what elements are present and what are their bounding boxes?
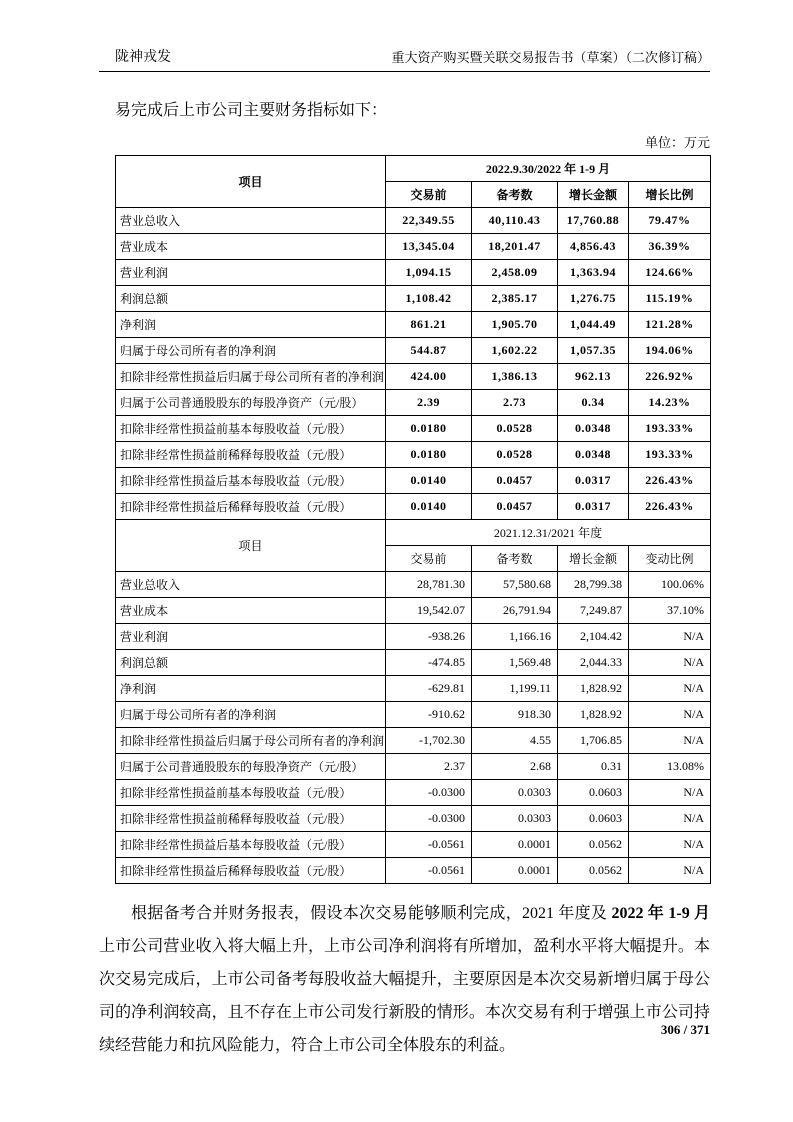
table-row xyxy=(116,442,711,468)
row-value: 7,249.87 xyxy=(558,598,629,624)
item-column-header: 项目 xyxy=(116,520,386,572)
row-value: 0.34 xyxy=(558,390,629,416)
row-value: 0.31 xyxy=(558,754,629,780)
row-label: 营业利润 xyxy=(116,260,386,286)
row-value: 1,905.70 xyxy=(472,312,558,338)
col-header-pro-forma: 备考数 xyxy=(472,546,558,572)
table-row xyxy=(116,754,711,780)
row-value: 22,349.55 xyxy=(386,208,472,234)
row-value: 0.0457 xyxy=(472,494,558,520)
table-row xyxy=(116,312,711,338)
analysis-paragraph xyxy=(99,897,710,1062)
table2-body xyxy=(116,572,711,884)
period-header-2022: 2022.9.30/2022 年 1-9 月 xyxy=(386,156,711,182)
row-value: -0.0300 xyxy=(386,806,472,832)
row-value: 13,345.04 xyxy=(386,234,472,260)
row-value: 2,385.17 xyxy=(472,286,558,312)
row-value: 0.0303 xyxy=(472,780,558,806)
row-value: 0.0317 xyxy=(558,468,629,494)
financial-comparison-table xyxy=(115,155,711,884)
table-row xyxy=(116,286,711,312)
row-value: 18,201.47 xyxy=(472,234,558,260)
table-row xyxy=(116,208,711,234)
row-label: 扣除非经常性损益后归属于母公司所有者的净利润 xyxy=(116,364,386,390)
row-value: 115.19% xyxy=(629,286,711,312)
table-row xyxy=(116,572,711,598)
row-value: -0.0561 xyxy=(386,858,472,884)
row-value: 124.66% xyxy=(629,260,711,286)
row-label: 归属于公司普通股股东的每股净资产（元/股） xyxy=(116,390,386,416)
company-name: 陇神戎发 xyxy=(115,50,171,65)
table-row xyxy=(116,156,711,182)
row-value: 0.0001 xyxy=(472,858,558,884)
row-value: 1,166.16 xyxy=(472,624,558,650)
row-label: 扣除非经常性损益后稀释每股收益（元/股） xyxy=(116,858,386,884)
row-label: 扣除非经常性损益前稀释每股收益（元/股） xyxy=(116,806,386,832)
row-value: N/A xyxy=(629,780,711,806)
row-label: 扣除非经常性损益前基本每股收益（元/股） xyxy=(116,780,386,806)
table-row xyxy=(116,676,711,702)
row-label: 营业利润 xyxy=(116,624,386,650)
row-label: 净利润 xyxy=(116,676,386,702)
row-value: 36.39% xyxy=(629,234,711,260)
row-label: 扣除非经常性损益后基本每股收益（元/股） xyxy=(116,832,386,858)
row-value: 40,110.43 xyxy=(472,208,558,234)
row-value: 0.0140 xyxy=(386,468,472,494)
report-title: 重大资产购买暨关联交易报告书（草案）（二次修订稿） xyxy=(391,50,710,65)
col-header-growth-amount: 增长金额 xyxy=(558,546,629,572)
row-value: -910.62 xyxy=(386,702,472,728)
row-label: 营业成本 xyxy=(116,234,386,260)
table-row xyxy=(116,234,711,260)
paragraph-text-end: 上市公司营业收入将大幅上升，上市公司净利润将有所增加，盈利水平将大幅提升。本次交易完成后，上市公司备考每股收益大幅提升，主要原因是本次交易新增归属于母公司的净利润较高，且不存在上市公司发行新股的情形。本次交易有利于增强上市公司持续经营能力和抗风险能力，符合上市公司全体股东的利益。 xyxy=(99,938,710,1054)
table-row xyxy=(116,520,711,546)
row-value: 2,044.33 xyxy=(558,650,629,676)
col-header-pro-forma: 备考数 xyxy=(472,182,558,208)
col-header-pre-transaction: 交易前 xyxy=(386,546,472,572)
row-label: 营业成本 xyxy=(116,598,386,624)
row-value: 861.21 xyxy=(386,312,472,338)
table-row xyxy=(116,832,711,858)
row-value: 17,760.88 xyxy=(558,208,629,234)
row-value: N/A xyxy=(629,806,711,832)
unit-label: 单位：万元 xyxy=(644,135,710,150)
row-value: 121.28% xyxy=(629,312,711,338)
row-value: N/A xyxy=(629,858,711,884)
table1-header xyxy=(116,156,711,208)
row-value: -474.85 xyxy=(386,650,472,676)
table1-body xyxy=(116,208,711,520)
row-value: 1,276.75 xyxy=(558,286,629,312)
row-value: 544.87 xyxy=(386,338,472,364)
row-value: 1,828.92 xyxy=(558,676,629,702)
row-value: 0.0348 xyxy=(558,442,629,468)
row-value: 2.73 xyxy=(472,390,558,416)
row-value: 2.68 xyxy=(472,754,558,780)
row-value: 2.39 xyxy=(386,390,472,416)
row-value: 0.0457 xyxy=(472,468,558,494)
row-value: 79.47% xyxy=(629,208,711,234)
row-value: 1,094.15 xyxy=(386,260,472,286)
row-label: 扣除非经常性损益前稀释每股收益（元/股） xyxy=(116,442,386,468)
row-value: 2,458.09 xyxy=(472,260,558,286)
row-value: 14.23% xyxy=(629,390,711,416)
row-value: 193.33% xyxy=(629,416,711,442)
table-row xyxy=(116,338,711,364)
row-value: 0.0001 xyxy=(472,832,558,858)
row-value: 193.33% xyxy=(629,442,711,468)
col-header-pre-transaction: 交易前 xyxy=(386,182,472,208)
row-value: 4.55 xyxy=(472,728,558,754)
row-label: 利润总额 xyxy=(116,650,386,676)
row-value: 37.10% xyxy=(629,598,711,624)
row-label: 净利润 xyxy=(116,312,386,338)
table-row xyxy=(116,598,711,624)
row-label: 归属于公司普通股股东的每股净资产（元/股） xyxy=(116,754,386,780)
intro-text: 易完成后上市公司主要财务指标如下： xyxy=(115,102,388,119)
row-value: 13.08% xyxy=(629,754,711,780)
page-header xyxy=(99,46,710,72)
row-value: 0.0603 xyxy=(558,780,629,806)
row-value: 0.0562 xyxy=(558,832,629,858)
row-label: 归属于母公司所有者的净利润 xyxy=(116,338,386,364)
row-value: 424.00 xyxy=(386,364,472,390)
row-value: 226.92% xyxy=(629,364,711,390)
row-value: 0.0180 xyxy=(386,416,472,442)
row-value: 28,781.30 xyxy=(386,572,472,598)
table-row xyxy=(116,728,711,754)
row-value: 1,602.22 xyxy=(472,338,558,364)
row-value: -0.0300 xyxy=(386,780,472,806)
table-row xyxy=(116,364,711,390)
row-value: 1,199.11 xyxy=(472,676,558,702)
row-value: -1,702.30 xyxy=(386,728,472,754)
row-value: N/A xyxy=(629,624,711,650)
row-label: 营业总收入 xyxy=(116,208,386,234)
row-value: N/A xyxy=(629,676,711,702)
col-header-growth-amount: 增长金额 xyxy=(558,182,629,208)
row-value: 28,799.38 xyxy=(558,572,629,598)
row-value: 26,791.94 xyxy=(472,598,558,624)
row-value: 1,828.92 xyxy=(558,702,629,728)
row-value: 1,057.35 xyxy=(558,338,629,364)
row-label: 扣除非经常性损益后基本每股收益（元/股） xyxy=(116,468,386,494)
table-row xyxy=(116,494,711,520)
row-value: 962.13 xyxy=(558,364,629,390)
row-value: N/A xyxy=(629,832,711,858)
table-row xyxy=(116,416,711,442)
col-header-growth-ratio: 增长比例 xyxy=(629,182,711,208)
row-value: -0.0561 xyxy=(386,832,472,858)
row-value: 226.43% xyxy=(629,468,711,494)
row-value: 226.43% xyxy=(629,494,711,520)
table-row xyxy=(116,390,711,416)
row-value: 194.06% xyxy=(629,338,711,364)
table-row xyxy=(116,468,711,494)
row-value: 0.0140 xyxy=(386,494,472,520)
row-value: 0.0348 xyxy=(558,416,629,442)
row-value: 0.0303 xyxy=(472,806,558,832)
row-value: 19,542.07 xyxy=(386,598,472,624)
row-label: 营业总收入 xyxy=(116,572,386,598)
row-value: 1,363.94 xyxy=(558,260,629,286)
row-value: 1,108.42 xyxy=(386,286,472,312)
row-value: 1,044.49 xyxy=(558,312,629,338)
row-value: 0.0603 xyxy=(558,806,629,832)
row-value: 1,569.48 xyxy=(472,650,558,676)
row-value: 0.0317 xyxy=(558,494,629,520)
table2-header xyxy=(116,520,711,572)
row-value: 1,386.13 xyxy=(472,364,558,390)
row-label: 利润总额 xyxy=(116,286,386,312)
row-value: 0.0562 xyxy=(558,858,629,884)
row-value: 2.37 xyxy=(386,754,472,780)
paragraph-text-start: 根据备考合并财务报表，假设本次交易能够顺利完成，2021 年度及 xyxy=(131,905,612,922)
row-value: 100.06% xyxy=(629,572,711,598)
paragraph-bold-period: 2022 年 1-9 月 xyxy=(611,905,710,922)
row-value: 1,706.85 xyxy=(558,728,629,754)
row-label: 扣除非经常性损益后归属于母公司所有者的净利润 xyxy=(116,728,386,754)
period-header-2021: 2021.12.31/2021 年度 xyxy=(386,520,711,546)
item-column-header: 项目 xyxy=(116,156,386,208)
row-label: 扣除非经常性损益前基本每股收益（元/股） xyxy=(116,416,386,442)
table-row xyxy=(116,702,711,728)
col-header-change-ratio: 变动比例 xyxy=(629,546,711,572)
row-value: N/A xyxy=(629,702,711,728)
row-value: 0.0528 xyxy=(472,416,558,442)
row-label: 归属于母公司所有者的净利润 xyxy=(116,702,386,728)
row-value: 4,856.43 xyxy=(558,234,629,260)
table-row xyxy=(116,806,711,832)
row-value: -629.81 xyxy=(386,676,472,702)
row-value: 918.30 xyxy=(472,702,558,728)
row-value: 0.0528 xyxy=(472,442,558,468)
table-row xyxy=(116,650,711,676)
row-value: N/A xyxy=(629,650,711,676)
table-row xyxy=(116,780,711,806)
row-value: -938.26 xyxy=(386,624,472,650)
table-row xyxy=(116,624,711,650)
row-value: 57,580.68 xyxy=(472,572,558,598)
row-label: 扣除非经常性损益后稀释每股收益（元/股） xyxy=(116,494,386,520)
page-number: 306 / 371 xyxy=(660,1022,710,1037)
table-row xyxy=(116,260,711,286)
row-value: N/A xyxy=(629,728,711,754)
row-value: 0.0180 xyxy=(386,442,472,468)
table-row xyxy=(116,858,711,884)
row-value: 2,104.42 xyxy=(558,624,629,650)
